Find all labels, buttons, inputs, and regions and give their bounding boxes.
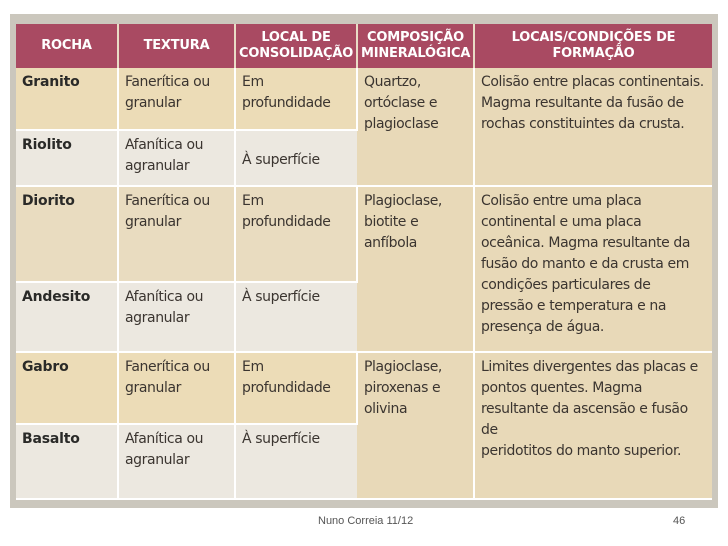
header-locais-condicoes: LOCAIS/CONDIÇÕES DE FORMAÇÃO xyxy=(474,24,712,68)
composition-cell: Quartzo, ortóclase e plagioclase xyxy=(357,68,474,186)
consolidation-cell: Em profundidade xyxy=(235,186,357,282)
table-header-row xyxy=(16,24,712,68)
consolidation-cell: Em profundidade xyxy=(235,68,357,130)
header-rocha: ROCHA xyxy=(16,24,118,68)
composition-cell: Plagioclase, biotite e anfíbola xyxy=(357,186,474,352)
texture-cell: Fanerítica ou granular xyxy=(118,352,235,424)
rock-name: Basalto xyxy=(16,424,118,499)
footer-author: Nuno Correia 11/12 xyxy=(318,515,414,527)
table-row xyxy=(16,68,712,130)
page-number: 46 xyxy=(673,515,686,527)
rock-name: Diorito xyxy=(16,186,118,282)
consolidation-cell: À superfície xyxy=(235,282,357,352)
consolidation-cell: À superfície xyxy=(235,130,357,186)
consolidation-cell: À superfície xyxy=(235,424,357,499)
rock-name: Granito xyxy=(16,68,118,130)
formation-conditions-cell: Limites divergentes das placas e pontos quentes. Magma resultante da ascensão e fusão de peridotitos do manto superior. xyxy=(474,352,712,499)
rock-name: Andesito xyxy=(16,282,118,352)
igneous-rocks-table xyxy=(16,24,712,500)
formation-conditions-cell: Colisão entre uma placa continental e uma placa oceânica. Magma resultante da fusão do manto e da crusta em condições particulares de pressão e temperatura e na presença de água. xyxy=(474,186,712,352)
texture-cell: Afanítica ou agranular xyxy=(118,282,235,352)
composition-cell: Plagioclase, piroxenas e olivina xyxy=(357,352,474,499)
rock-name: Riolito xyxy=(16,130,118,186)
table-row xyxy=(16,186,712,282)
header-textura: TEXTURA xyxy=(118,24,235,68)
rock-name: Gabro xyxy=(16,352,118,424)
slide-frame xyxy=(10,14,718,508)
header-local-consolidacao: LOCAL DE CONSOLIDAÇÃO xyxy=(235,24,357,68)
table-row xyxy=(16,352,712,424)
texture-cell: Afanítica ou agranular xyxy=(118,130,235,186)
texture-cell: Fanerítica ou granular xyxy=(118,186,235,282)
formation-conditions-cell: Colisão entre placas continentais. Magma resultante da fusão de rochas constituintes da crusta. xyxy=(474,68,712,186)
texture-cell: Afanítica ou agranular xyxy=(118,424,235,499)
consolidation-cell: Em profundidade xyxy=(235,352,357,424)
texture-cell: Fanerítica ou granular xyxy=(118,68,235,130)
header-composicao-mineralogica: COMPOSIÇÃO MINERALÓGICA xyxy=(357,24,474,68)
